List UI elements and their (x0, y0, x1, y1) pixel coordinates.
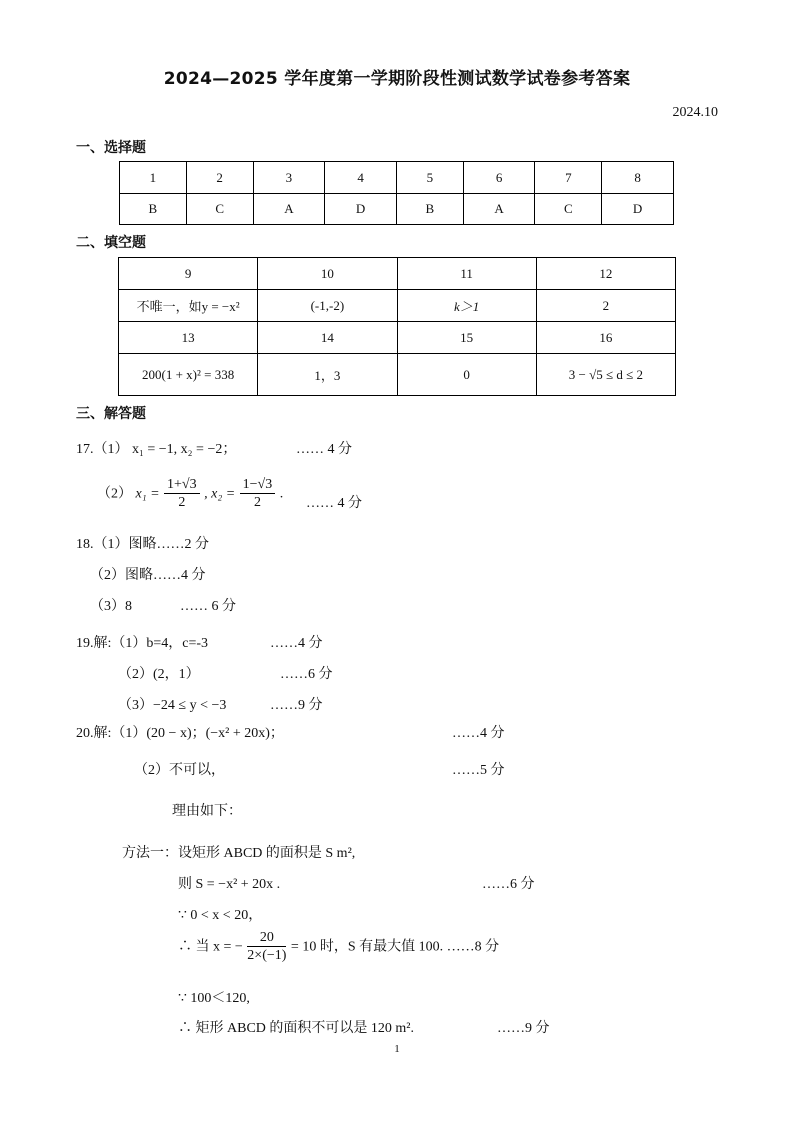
q18-part1: 18.（1）图略……2 分 (76, 537, 209, 552)
q20-area-formula-score: ……6 分 (482, 877, 535, 892)
table-cell: 2 (186, 162, 253, 194)
table-cell: 12 (536, 258, 675, 290)
q20-max-score: ……8 分 (446, 939, 500, 955)
q20-max-value (178, 930, 499, 965)
table-cell: 16 (536, 322, 675, 354)
page-number: 1 (394, 1043, 400, 1055)
choice-number-row (120, 162, 674, 194)
fraction-numerator: 20 (247, 930, 286, 947)
table-cell: 4 (325, 162, 397, 194)
q20-domain: ∵ 0 < x < 20， (178, 908, 263, 923)
q17-part1: 17.（1） x₁ = −1, x₂ = −2； (76, 442, 237, 457)
table-cell: 1，3 (258, 354, 397, 396)
table-cell: C (535, 194, 602, 225)
q19-part1: 19.解:（1）b=4，c=-3 (76, 636, 209, 651)
q17-x1-label: x₁ = (135, 486, 160, 502)
table-cell: 3 − √5 ≤ d ≤ 2 (536, 354, 675, 396)
q20-max-prefix: ∴ 当 x = − (178, 939, 243, 955)
table-cell: 14 (258, 322, 397, 354)
fill-number-row (119, 322, 676, 354)
fill-answer-row (119, 354, 676, 396)
q17-x2-label: , x₂ = (204, 486, 236, 502)
table-cell: 200(1 + x)² = 338 (119, 354, 258, 396)
table-cell: 9 (119, 258, 258, 290)
table-cell: 15 (397, 322, 536, 354)
q20-part2: （2）不可以， (134, 763, 225, 778)
table-cell: 10 (258, 258, 397, 290)
fraction-denominator: 2×(−1) (247, 948, 287, 963)
document-date: 2024.10 (672, 105, 718, 120)
table-cell: D (602, 194, 674, 225)
q20-part1: 20.解:（1）(20 − x)；(−x² + 20x)； (76, 726, 284, 741)
q18-part3: （3）8 (90, 599, 132, 614)
table-cell: 2 (536, 290, 675, 322)
table-cell: B (396, 194, 463, 225)
section-fill-heading: 二、填空题 (76, 235, 146, 251)
table-cell: (-1,-2) (258, 290, 397, 322)
q20-conclusion: ∴ 矩形 ABCD 的面积不可以是 120 m². (178, 1021, 414, 1036)
q19-part3-score: ……9 分 (270, 698, 323, 713)
fill-number-row (119, 258, 676, 290)
choice-answer-table (119, 161, 674, 225)
table-cell: B (120, 194, 187, 225)
table-cell: C (186, 194, 253, 225)
table-cell: 8 (602, 162, 674, 194)
fraction-denominator: 2 (253, 495, 261, 510)
table-cell: 6 (463, 162, 535, 194)
page-title: 2024—2025 学年度第一学期阶段性测试数学试卷参考答案 (163, 69, 631, 89)
table-cell: 13 (119, 322, 258, 354)
q20-part2-score: ……5 分 (452, 763, 505, 778)
q17-part1-score: …… 4 分 (296, 442, 352, 457)
section-choice-heading: 一、选择题 (76, 140, 146, 156)
q17-part2-end: . (279, 486, 284, 502)
table-cell: 7 (535, 162, 602, 194)
q18-part3-score: …… 6 分 (180, 599, 236, 614)
q20-compare: ∵ 100＜120, (178, 991, 250, 1006)
q17-fraction-2 (240, 477, 276, 512)
table-cell: 3 (253, 162, 325, 194)
q18-part2: （2）图略……4 分 (90, 568, 206, 583)
q17-fraction-1 (164, 477, 200, 512)
table-cell: A (253, 194, 325, 225)
table-cell: 1 (120, 162, 187, 194)
q19-part2-score: ……6 分 (280, 667, 333, 682)
table-cell: A (463, 194, 535, 225)
q17-part2-score: …… 4 分 (306, 496, 362, 511)
q20-part1-score: ……4 分 (452, 726, 505, 741)
choice-answer-row (120, 194, 674, 225)
q20-vertex-fraction (247, 930, 286, 965)
q20-max-suffix: = 10 时，S 有最大值 100. (290, 939, 444, 955)
q20-conclusion-score: ……9 分 (497, 1021, 550, 1036)
q19-part3: （3）−24 ≤ y < −3 (118, 698, 227, 713)
fill-answer-table (118, 257, 676, 396)
q20-method1-setup: 方法一：设矩形 ABCD 的面积是 S m², (122, 846, 356, 861)
table-cell: 5 (396, 162, 463, 194)
table-cell: k＞1 (397, 290, 536, 322)
table-cell: 0 (397, 354, 536, 396)
fraction-numerator: 1−√3 (240, 477, 276, 494)
fraction-numerator: 1+√3 (164, 477, 200, 494)
table-cell: D (325, 194, 397, 225)
q17-part2 (97, 477, 283, 512)
q20-reason-intro: 理由如下： (172, 804, 242, 819)
q17-part2-prefix: （2） (97, 486, 132, 502)
table-cell: 不唯一，如y = −x² (119, 290, 258, 322)
q20-area-formula: 则 S = −x² + 20x . (178, 877, 281, 892)
table-cell: 11 (397, 258, 536, 290)
q19-part2: （2）(2，1） (118, 667, 200, 682)
q19-part1-score: ……4 分 (270, 636, 323, 651)
fill-answer-row (119, 290, 676, 322)
section-solution-heading: 三、解答题 (76, 406, 146, 422)
fraction-denominator: 2 (178, 495, 186, 510)
